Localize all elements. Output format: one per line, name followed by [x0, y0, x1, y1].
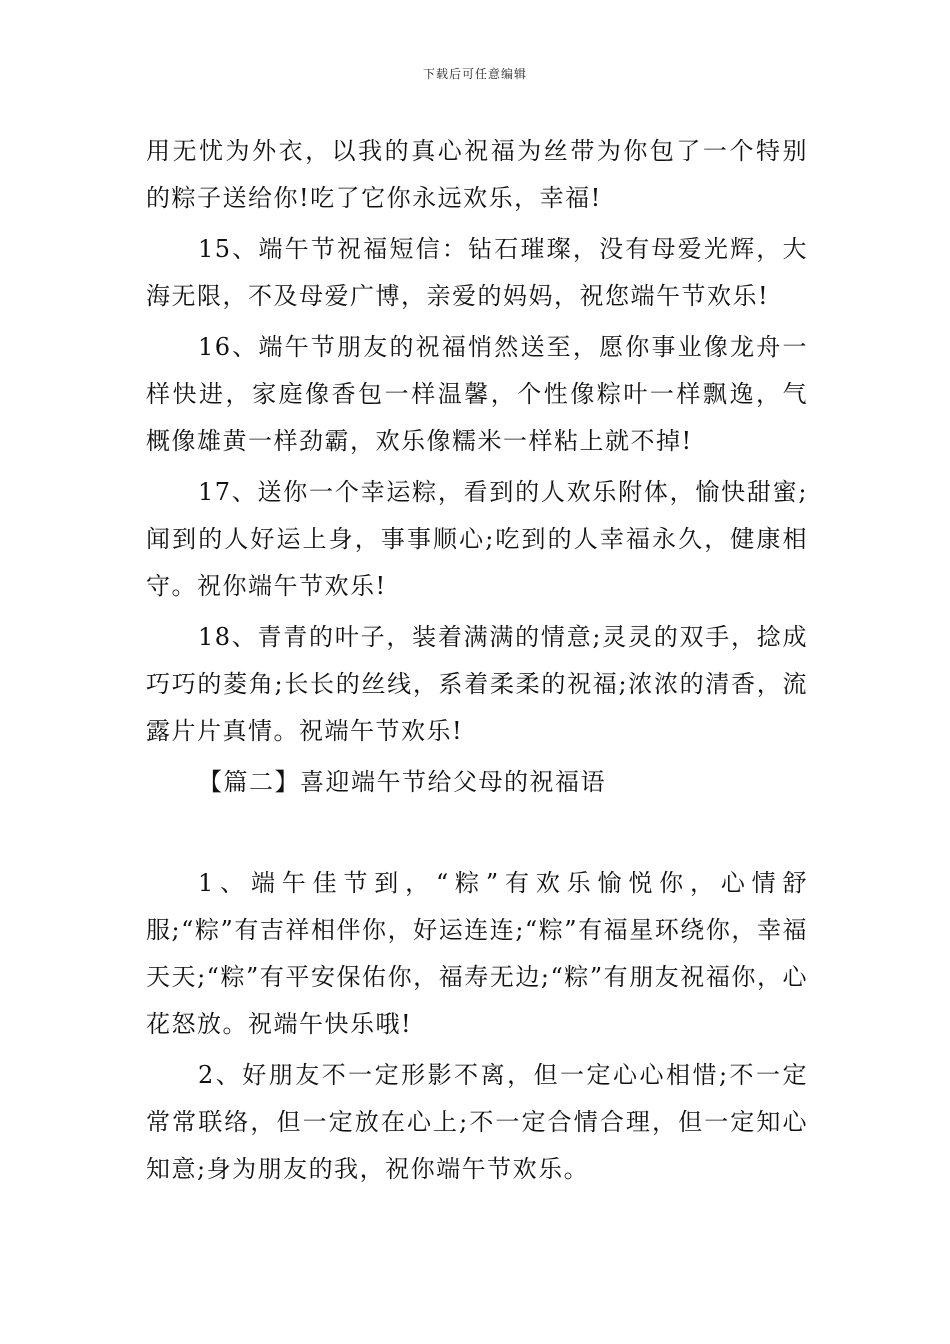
paragraph-16: 16、端午节朋友的祝福悄然送至，愿你事业像龙舟一样快进，家庭像香包一样温馨，个性像粽叶一样飘逸，气概像雄黄一样劲霸，欢乐像糯米一样粘上就不掉! — [146, 333, 808, 455]
paragraph-continued: 用无忧为外衣，以我的真心祝福为丝带为你包了一个特别的粽子送给你!吃了它你永远欢乐，幸福! — [146, 137, 808, 212]
page-header: 下载后可任意编辑 — [422, 67, 527, 81]
paragraph-18: 18、青青的叶子，装着满满的情意;灵灵的双手，捻成巧巧的菱角;长长的丝线，系着柔柔的祝福;浓浓的清香，流露片片真情。祝端午节欢乐! — [146, 623, 808, 745]
section2-paragraph-1: 1、端午佳节到，“粽”有欢乐愉悦你，心情舒服;“粽”有吉祥相伴你，好运连连;“粽”有福星环绕你，幸福天天;“粽”有平安保佑你，福寿无边;“粽”有朋友祝福你，心花怒放。祝端午快乐哦! — [146, 869, 808, 1038]
document-body — [146, 128, 808, 1197]
paragraph-15: 15、端午节祝福短信：钻石璀璨，没有母爱光辉，大海无限，不及母爱广博，亲爱的妈妈，祝您端午节欢乐! — [146, 235, 808, 310]
section-heading: 【篇二】喜迎端午节给父母的祝福语 — [198, 768, 606, 796]
section-spacer — [146, 810, 808, 860]
paragraph-17: 17、送你一个幸运粽，看到的人欢乐附体，愉快甜蜜;闻到的人好运上身，事事顺心;吃到的人幸福永久，健康相守。祝你端午节欢乐! — [146, 478, 808, 600]
section2-paragraph-2: 2、好朋友不一定形影不离，但一定心心相惜;不一定常常联络，但一定放在心上;不一定合情合理，但一定知心知意;身为朋友的我，祝你端午节欢乐。 — [146, 1061, 808, 1183]
